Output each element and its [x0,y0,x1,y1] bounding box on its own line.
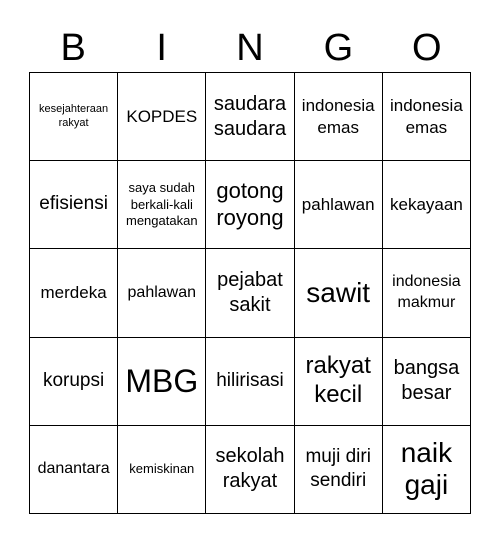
bingo-cell[interactable] [383,426,471,514]
cell-text: naik gaji [400,437,453,501]
cell-text: sawit [306,276,371,308]
header-letter-n: N [236,27,264,69]
bingo-cell[interactable] [30,338,118,426]
cell-text: hilirisasi [216,369,284,391]
bingo-cell[interactable] [383,249,471,337]
bingo-cell[interactable] [30,249,118,337]
header-letter-b: B [60,27,86,69]
bingo-cell[interactable] [118,338,206,426]
bingo-cell[interactable] [30,426,118,514]
cell-text: indonesia makmur [392,273,461,311]
cell-text: gotong royong [216,178,284,230]
bingo-grid [29,72,471,514]
bingo-header [29,24,471,72]
bingo-cell[interactable] [118,426,206,514]
bingo-cell[interactable] [383,73,471,161]
cell-text: pejabat sakit [217,268,283,316]
bingo-cell[interactable] [206,73,294,161]
header-letter-o: O [412,27,442,69]
cell-text: indonesia emas [390,95,463,137]
bingo-cell[interactable] [295,338,383,426]
cell-text: MBG [125,362,199,399]
bingo-cell[interactable] [295,73,383,161]
bingo-cell[interactable] [295,161,383,249]
cell-text: danantara [37,459,110,477]
bingo-cell[interactable] [118,249,206,337]
cell-text: saya sudah berkali-kali mengatakan [126,180,198,228]
cell-text: saudara saudara [213,92,287,140]
cell-text: muji diri sendiri [305,445,371,492]
bingo-cell[interactable] [206,338,294,426]
bingo-cell[interactable] [118,161,206,249]
header-letter-i: I [156,27,167,69]
bingo-cell[interactable] [118,73,206,161]
cell-text: indonesia emas [301,95,375,137]
cell-text: merdeka [40,282,107,302]
cell-text: kekayaan [390,194,463,214]
bingo-cell[interactable] [30,73,118,161]
header-letter-g: G [323,27,354,69]
cell-text: kemiskinan [129,461,195,477]
cell-text: pahlawan [127,283,197,301]
bingo-cell[interactable] [295,426,383,514]
cell-text: rakyat kecil [305,352,371,409]
bingo-cell[interactable] [383,338,471,426]
cell-text: bangsa besar [393,357,460,405]
bingo-cell[interactable] [383,161,471,249]
cell-text: sekolah rakyat [215,445,285,493]
cell-text: KOPDES [126,106,198,126]
bingo-cell[interactable] [206,161,294,249]
bingo-cell[interactable] [206,249,294,337]
cell-text: korupsi [42,369,105,391]
cell-text: efisiensi [39,193,108,215]
bingo-cell[interactable] [206,426,294,514]
bingo-cell[interactable] [295,249,383,337]
bingo-cell[interactable] [30,161,118,249]
cell-text: kesejahteraan rakyat [39,103,109,129]
cell-text: pahlawan [301,194,375,214]
